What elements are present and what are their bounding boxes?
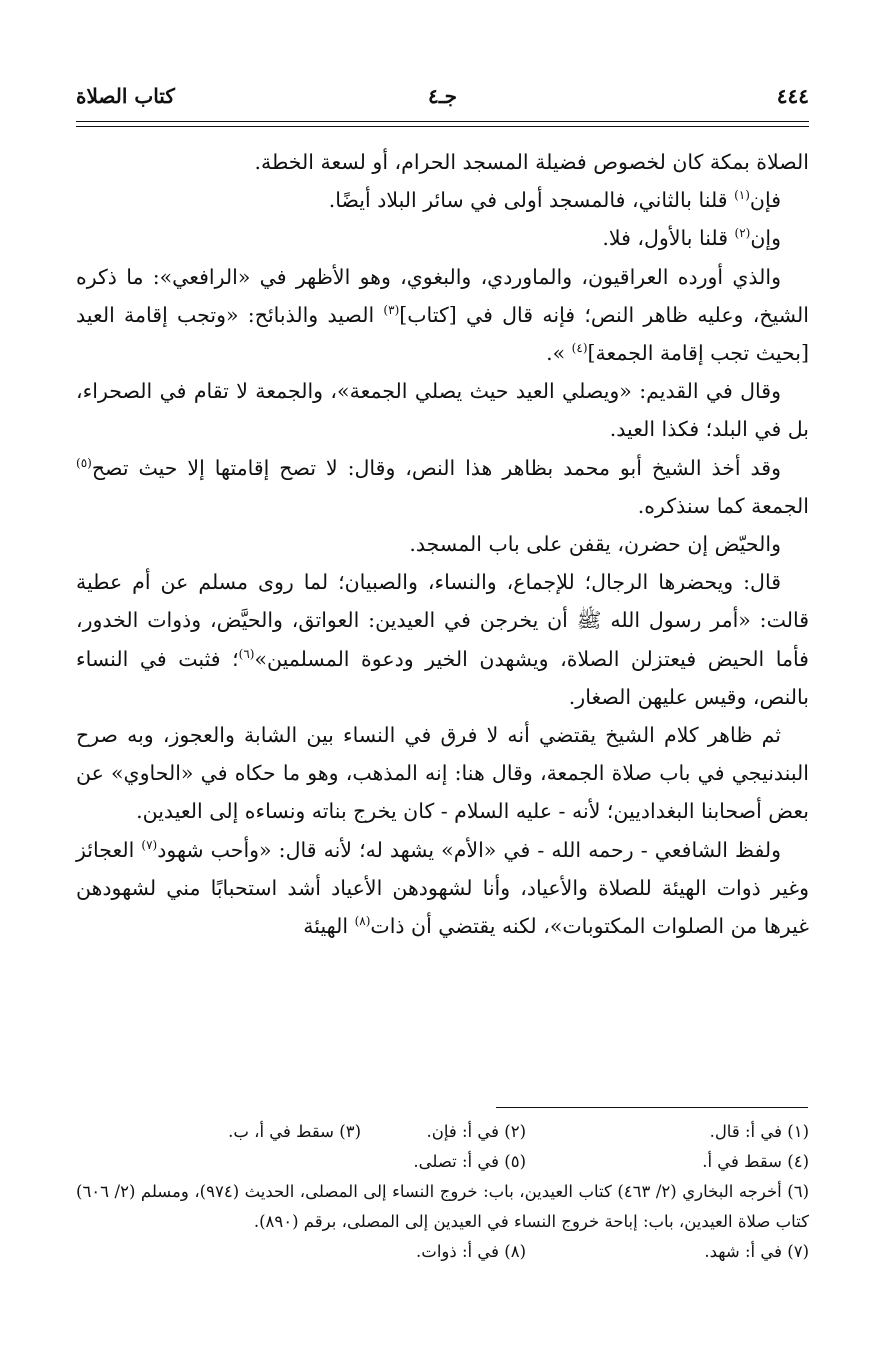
footnote: (٦) أخرجه البخاري (٢/ ٤٦٣) كتاب العيدين، باب: خروج النساء إلى المصلى، الحديث (٩٧٤)، ومسلم (٢/ ٦٠٦) كتاب صلاة العيدين، باب: إباحة خروج النساء في العيدين إلى المصلى، برقم (٨٩٠). [76, 1182, 809, 1231]
footnote-row [76, 1147, 809, 1177]
paragraph: والذي أورده العراقيون، والماوردي، والبغوي، وهو الأظهر في «الرافعي»: ما ذكره الشيخ، وعليه ظاهر النص؛ فإنه قال في [كتاب]$^{(٣)}$ الصيد والذبائح: «وتجب إقامة العيد [بحيث تجب إقامة الجمعة]$^{(٤)}$ ». [76, 264, 809, 366]
footnote-ref: (٦) [238, 646, 255, 661]
footnote: (١) في أ: قال. [709, 1122, 809, 1141]
paragraph: قال: ويحضرها الرجال؛ للإجماع، والنساء، والصبيان؛ لما روى مسلم عن أم عطية قالت: «أمر رسول الله ﷺ أن يخرجن في العيدين: العواتق، والحيَّض، وذوات الخدور، فأما الحيض فيعتزلن الصلاة، ويشهدن الخير ودعوة المسلمين»$^{(٦)}$؛ فثبت في النساء بالنص، وقيس عليهن الصغار. [76, 570, 809, 709]
footnote: (٧) في أ: شهد. [704, 1242, 809, 1261]
paragraph: فإن$^{(١)}$ قلنا بالثاني، فالمسجد أولى في سائر البلاد أيضًا. [328, 188, 781, 213]
running-title: كتاب الصلاة [76, 84, 175, 108]
footnote: (٤) سقط في أ. [702, 1152, 809, 1171]
footnote: (٢) في أ: فإن. [426, 1122, 526, 1141]
footnote-ref: (٧) [141, 837, 158, 852]
paragraph: وقال في القديم: «ويصلي العيد حيث يصلي الجمعة»، والجمعة لا تقام في الصحراء، بل في البلد؛ فكذا العيد. [76, 379, 809, 442]
footnote-row [76, 1237, 809, 1267]
paragraph: ثم ظاهر كلام الشيخ يقتضي أنه لا فرق في النساء بين الشابة والعجوز، وبه صرح البندنيجي في باب صلاة الجمعة، وقال هنا: إنه المذهب، وهو ما حكاه في «الحاوي» عن بعض أصحابنا البغداديين؛ لأنه - عليه السلام - كان يخرج بناته ونساءه إلى العيدين. [76, 723, 809, 824]
page-header [76, 84, 809, 114]
volume-label: جـ٤ [428, 84, 457, 108]
page-number: ٤٤٤ [776, 84, 809, 108]
footnote-ref: (٨) [354, 914, 371, 929]
footnote-row [76, 1117, 809, 1147]
footnote: (٨) في أ: ذوات. [416, 1242, 526, 1261]
paragraph: ولفظ الشافعي - رحمه الله - في «الأم» يشهد له؛ لأنه قال: «وأحب شهود$^{(٧)}$ العجائز وغير ذوات الهيئة للصلاة والأعياد، وأنا لشهودهن الأعياد أشد استحبابًا مني لشهودهن غيرها من الصلوات المكتوبات»، لكنه يقتضي أن ذات$^{(٨)}$ الهيئة [76, 837, 809, 939]
footnote-ref: (٣) [383, 302, 400, 317]
footnote-ref: (٤) [571, 341, 588, 356]
header-rule-thick [76, 121, 809, 122]
footnote: (٣) سقط في أ، ب. [228, 1122, 361, 1141]
footnote-ref: (١) [734, 188, 750, 203]
footnotes [76, 1117, 809, 1267]
footnote-ref: (٢) [734, 226, 751, 241]
paragraph: الصلاة بمكة كان لخصوص فضيلة المسجد الحرام، أو لسعة الخطة. [254, 150, 809, 174]
paragraph: والحيّض إن حضرن، يقفن على باب المسجد. [409, 532, 781, 557]
paragraph: وقد أخذ الشيخ أبو محمد بظاهر هذا النص، وقال: لا تصح إقامتها إلا حيث تصح$^{(٥)}$ الجمعة كما سنذكره. [76, 455, 809, 518]
footnote: (٥) في أ: تصلى. [413, 1152, 526, 1171]
main-text [76, 143, 809, 945]
header-rule-thin [76, 126, 809, 127]
paragraph: وإن$^{(٢)}$ قلنا بالأول، فلا. [602, 226, 781, 251]
footnote-separator [496, 1107, 808, 1108]
footnote-ref: (٥) [76, 455, 92, 470]
